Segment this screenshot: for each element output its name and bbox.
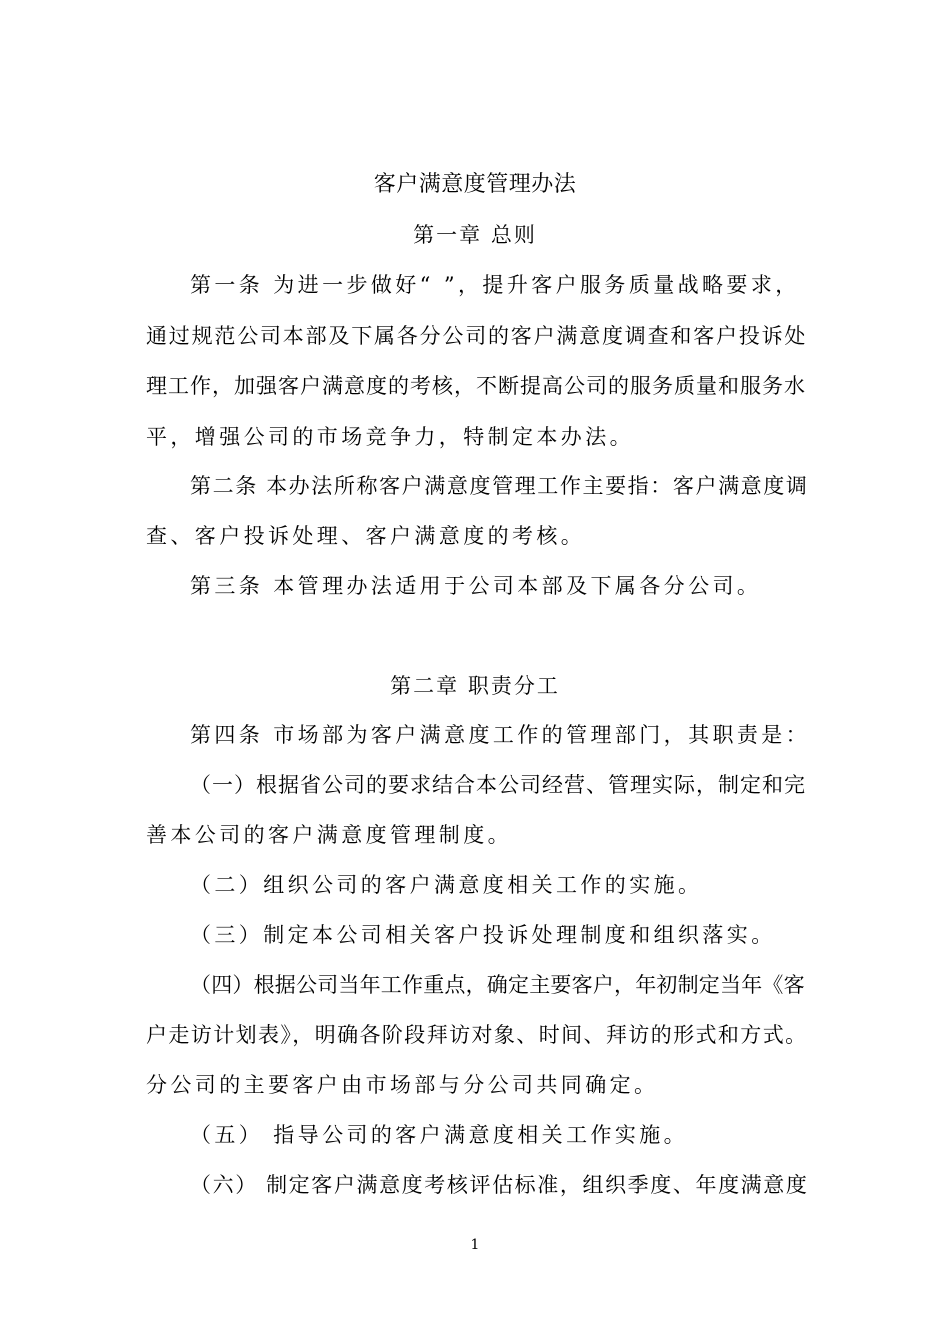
article-1-line-3: 理工作，加强客户满意度的考核，不断提高公司的服务质量和服务水 <box>146 374 806 398</box>
article-2-line-2: 查、客户投诉处理、客户满意度的考核。 <box>146 524 586 548</box>
page-number: 1 <box>470 1237 480 1253</box>
item-5-line-1: （五） 指导公司的客户满意度相关工作实施。 <box>190 1123 689 1147</box>
article-4-line-1: 第四条 市场部为客户满意度工作的管理部门，其职责是： <box>190 723 811 747</box>
item-6-line-1: （六） 制定客户满意度考核评估标准，组织季度、年度满意度 <box>190 1173 809 1197</box>
chapter-two-heading: 第二章 职责分工 <box>390 674 560 698</box>
item-2-line-1: （二）组织公司的客户满意度相关工作的实施。 <box>190 873 703 897</box>
article-1-line-4: 平，增强公司的市场竞争力，特制定本办法。 <box>146 425 634 449</box>
item-4-line-3: 分公司的主要客户由市场部与分公司共同确定。 <box>146 1073 659 1097</box>
item-4-line-1: （四）根据公司当年工作重点，确定主要客户，年初制定当年《客 <box>190 973 805 997</box>
article-1-line-2: 通过规范公司本部及下属各分公司的客户满意度调查和客户投诉处 <box>146 324 808 348</box>
article-1-line-1: 第一条 为进一步做好“ ”，提升客户服务质量战略要求， <box>190 273 800 297</box>
item-1-line-1: （一）根据省公司的要求结合本公司经营、管理实际，制定和完 <box>190 773 806 797</box>
article-3-line-1: 第三条 本管理办法适用于公司本部及下属各分公司。 <box>190 574 762 598</box>
item-3-line-1: （三）制定本公司相关客户投诉处理制度和组织落实。 <box>190 923 776 947</box>
item-4-line-2: 户走访计划表》，明确各阶段拜访对象、时间、拜访的形式和方式。 <box>146 1023 808 1047</box>
item-1-line-2: 善本公司的客户满意度管理制度。 <box>146 823 512 847</box>
document-title: 客户满意度管理办法 <box>373 172 577 197</box>
chapter-one-heading: 第一章 总则 <box>413 223 537 247</box>
article-2-line-1: 第二条 本办法所称客户满意度管理工作主要指：客户满意度调 <box>190 474 809 498</box>
